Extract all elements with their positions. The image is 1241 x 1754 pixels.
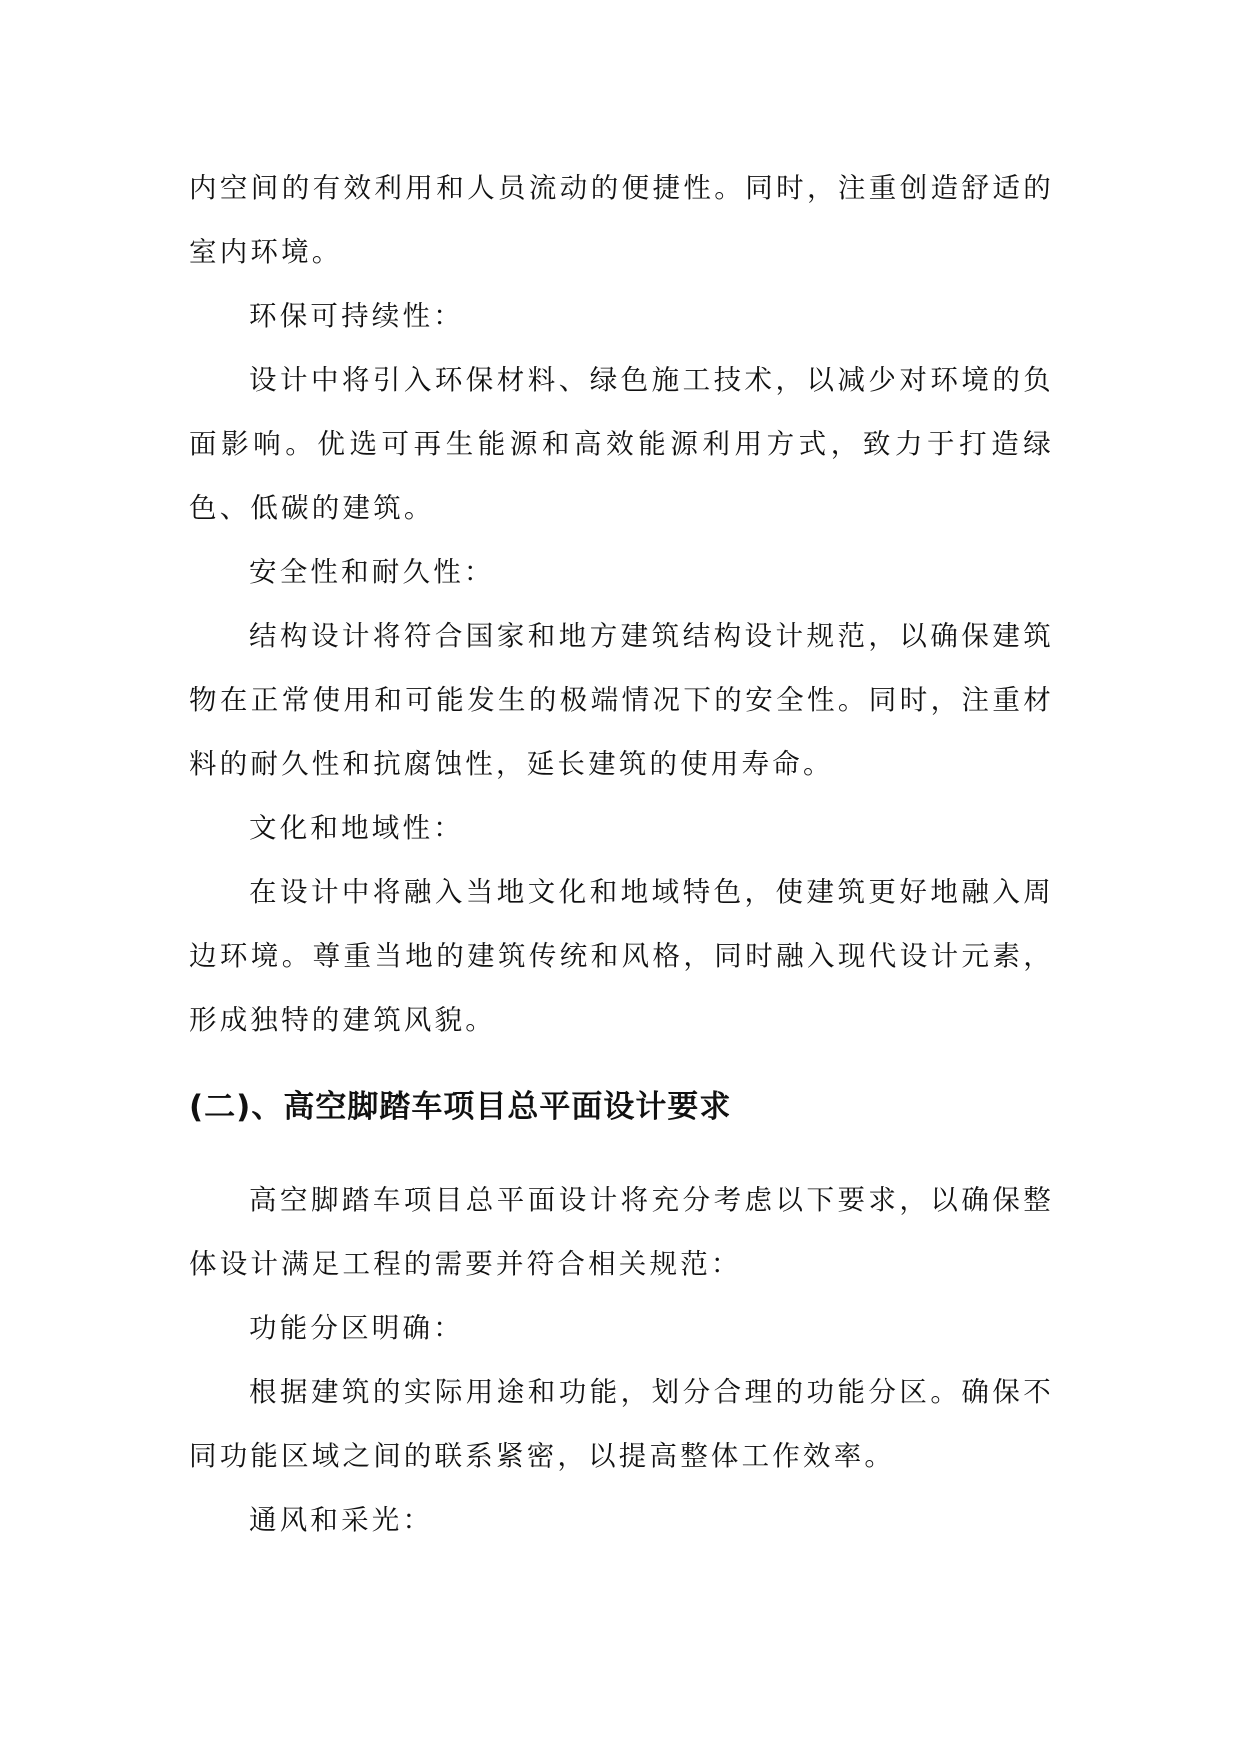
body-paragraph: 设计中将引入环保材料、绿色施工技术，以减少对环境的负面影响。优选可再生能源和高效能源利用方式，致力于打造绿色、低碳的建筑。 [189, 364, 1054, 524]
body-paragraph: 高空脚踏车项目总平面设计将充分考虑以下要求，以确保整体设计满足工程的需要并符合相关规范： [189, 1184, 1054, 1280]
body-paragraph: 在设计中将融入当地文化和地域特色，使建筑更好地融入周边环境。尊重当地的建筑传统和风格，同时融入现代设计元素，形成独特的建筑风貌。 [189, 876, 1054, 1036]
subheading-paragraph: 功能分区明确： [249, 1312, 464, 1344]
subheading-paragraph: 安全性和耐久性： [249, 556, 495, 588]
subheading-paragraph: 通风和采光： [249, 1504, 434, 1536]
body-paragraph: 结构设计将符合国家和地方建筑结构设计规范，以确保建筑物在正常使用和可能发生的极端情况下的安全性。同时，注重材料的耐久性和抗腐蚀性，延长建筑的使用寿命。 [189, 620, 1054, 780]
body-paragraph: 根据建筑的实际用途和功能，划分合理的功能分区。确保不同功能区域之间的联系紧密，以提高整体工作效率。 [189, 1376, 1054, 1472]
document-body [189, 156, 1054, 1552]
subheading-paragraph: 环保可持续性： [249, 300, 464, 332]
body-paragraph: 内空间的有效利用和人员流动的便捷性。同时，注重创造舒适的室内环境。 [189, 172, 1054, 268]
subheading-paragraph: 文化和地域性： [249, 812, 464, 844]
section-heading: (二)、高空脚踏车项目总平面设计要求 [189, 1089, 732, 1125]
